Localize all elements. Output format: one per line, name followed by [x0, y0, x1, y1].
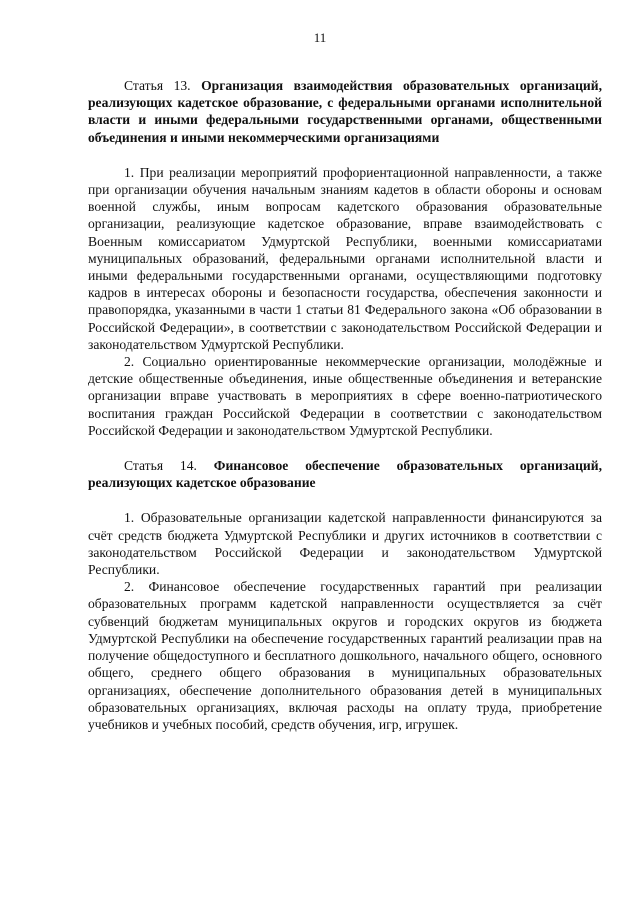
article-13-label: Статья 13.: [124, 78, 191, 93]
article-13-paragraph-1: 1. При реализации мероприятий профориентационной направленности, а также при организации обучения начальным знаниям кадетов в области обороны и основам военной службы, иным вопросам кадетского образования образовательные организации, реализующие кадетское образование, вправе взаимодействовать с Военным комиссариатом Удмуртской Республики, военными комиссариатами муниципальных образований, федеральными органами исполнительной власти и иными федеральными государственными органами, осуществляющими подготовку кадров в интересах обороны и безопасности государства, обеспечения законности и правопорядка, указанными в части 1 статьи 81 Федерального закона «Об образовании в Российской Федерации», в соответствии с законодательством Российской Федерации и законодательством Удмуртской Республики.: [88, 164, 602, 352]
article-14-paragraph-1: 1. Образовательные организации кадетской направленности финансируются за счёт средств бюджета Удмуртской Республики и других источников в соответствии с законодательством Российской Федерации и законодательством Удмуртской Республики.: [88, 510, 602, 578]
page-number: 11: [313, 30, 327, 45]
spacer: [88, 439, 602, 457]
article-13-paragraph-2: 2. Социально ориентированные некоммерческие организации, молодёжные и детские общественные объединения, иные общественные объединения и ветеранские организации вправе участвовать в мероприятиях в сфере военно-патриотического воспитания граждан Российской Федерации в соответствии с законодательством Российской Федерации и законодательством Удмуртской Республики.: [88, 354, 602, 438]
article-14-heading: [88, 457, 602, 491]
article-13-heading: [88, 77, 602, 146]
spacer: [88, 146, 602, 164]
article-14-label: Статья 14.: [124, 458, 197, 474]
article-14-paragraph-2: 2. Финансовое обеспечение государственных гарантий при реализации образовательных программ кадетской направленности осуществляется за счёт субвенций бюджетам муниципальных округов и городских округов из бюджета Удмуртской Республики на обеспечение государственных гарантий реализации прав на получение общедоступного и бесплатного дошкольного, начального общего, основного общего, среднего общего образования в муниципальных образовательных организациях, обеспечение дополнительного образования детей в муниципальных образовательных организациях, включая расходы на оплату труда, приобретение учебников и учебных пособий, средств обучения, игр, игрушек.: [88, 579, 602, 732]
document-body: [88, 77, 602, 733]
article-13-title: Организация взаимодействия образовательных организаций, реализующих кадетское образование, с федеральными органами исполнительной власти и иными федеральными государственными органами, общественными объединения и иными некоммерческими организациями: [88, 78, 602, 145]
article-14-title: Финансовое обеспечение образовательных организаций, реализующих кадетское образование: [88, 458, 602, 491]
spacer: [88, 491, 602, 509]
